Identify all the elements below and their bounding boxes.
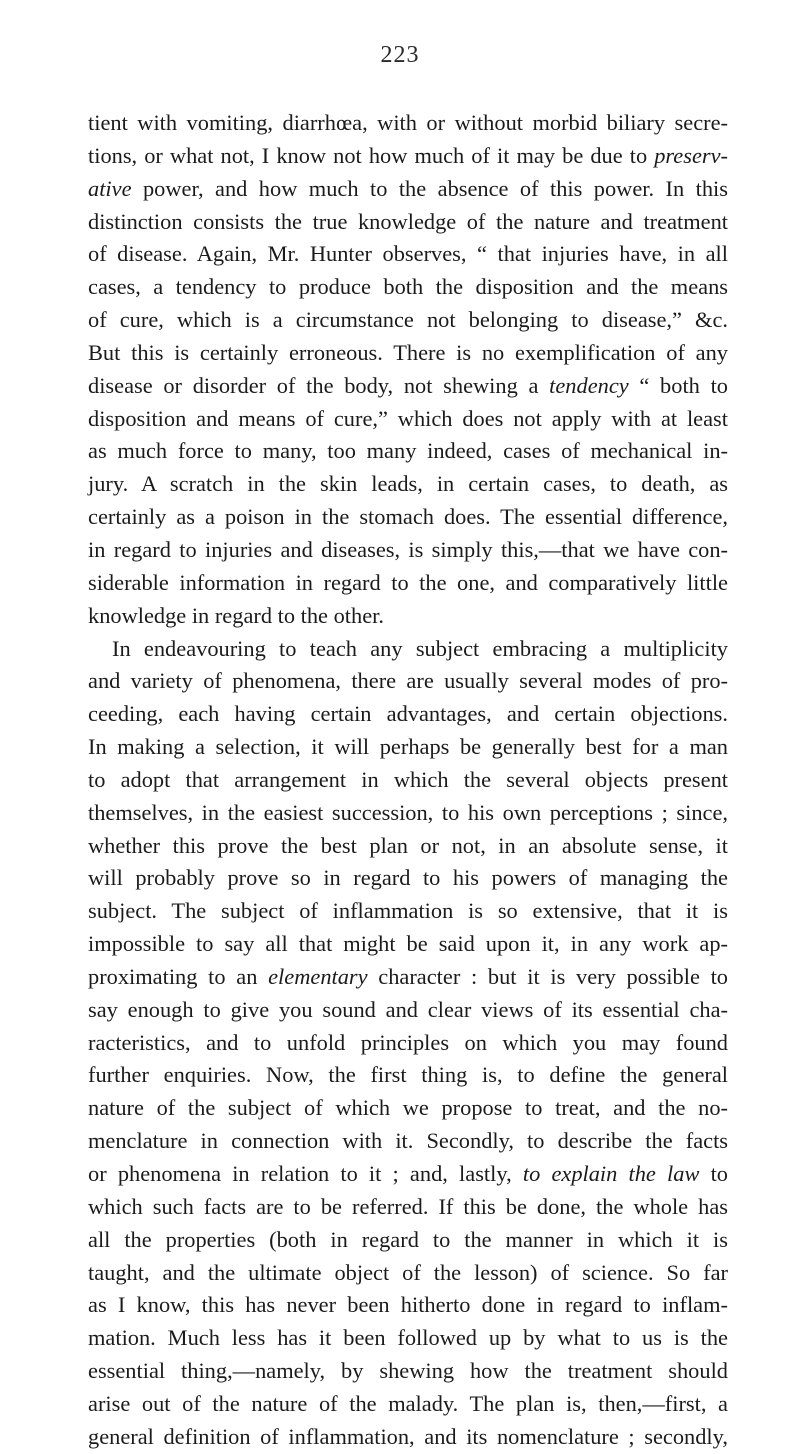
- text-line: [88, 534, 728, 567]
- text-segment: taught, and the ultimate object of the lesson) of science. So far: [88, 1259, 728, 1285]
- italic-text-segment: ative: [88, 175, 132, 201]
- text-segment: and variety of phenomena, there are usually several modes of pro-: [88, 668, 728, 694]
- text-line: [88, 961, 728, 994]
- text-segment: certainly as a poison in the stomach does. The essential difference,: [88, 504, 728, 530]
- text-segment: jury. A scratch in the skin leads, in certain cases, to death, as: [88, 471, 728, 497]
- text-line: [88, 633, 728, 666]
- text-line: [88, 501, 728, 534]
- text-line: [88, 731, 728, 764]
- text-segment: tient with vomiting, diarrhœa, with or without morbid biliary secre-: [88, 110, 728, 135]
- text-segment: whether this prove the best plan or not, in an absolute sense, it: [88, 832, 728, 858]
- text-segment: general definition of inflammation, and its nomenclature ; secondly,: [88, 1423, 728, 1449]
- text-line: [88, 797, 728, 830]
- text-line: [88, 370, 728, 403]
- text-line: [88, 567, 728, 600]
- text-line: [88, 1421, 728, 1454]
- text-line: [88, 830, 728, 863]
- text-segment: proximating to an: [88, 963, 269, 989]
- text-segment: essential thing,—namely, by shewing how the treatment should: [88, 1358, 728, 1384]
- text-segment: say enough to give you sound and clear views of its essential cha-: [88, 996, 728, 1022]
- text-segment: power, and how much to the absence of this power. In this: [131, 175, 728, 201]
- text-segment: to adopt that arrangement in which the several objects present: [88, 766, 728, 792]
- page-number: 223: [380, 42, 420, 68]
- text-line: [88, 665, 728, 698]
- text-segment: “ both to: [628, 372, 728, 398]
- text-segment: impossible to say all that might be said upon it, in any work ap-: [88, 931, 728, 957]
- text-segment: In making a selection, it will perhaps be generally best for a man: [88, 734, 728, 760]
- text-segment: to: [699, 1161, 728, 1186]
- text-segment: further enquiries. Now, the first thing is, to define the general: [88, 1062, 728, 1088]
- text-line: [88, 1322, 728, 1355]
- text-segment: as I know, this has never been hitherto done in regard to inflam-: [88, 1292, 728, 1318]
- text-line: [88, 468, 728, 501]
- text-line: [88, 238, 728, 271]
- text-segment: in regard to injuries and diseases, is simply this,—that we have con-: [88, 536, 728, 562]
- text-line: [88, 1059, 728, 1092]
- text-segment: character : but it is very possible to: [367, 963, 728, 989]
- italic-text-segment: tendency: [549, 372, 629, 398]
- text-line: [88, 337, 728, 370]
- text-line: [88, 271, 728, 304]
- text-segment: of cure, which is a circumstance not belonging to disease,” &c.: [88, 307, 728, 333]
- text-segment: themselves, in the easiest succession, to his own perceptions ; since,: [88, 799, 728, 825]
- text-segment: nature of the subject of which we propose to treat, and the no-: [88, 1095, 728, 1121]
- italic-text-segment: preserv-: [654, 142, 728, 168]
- text-segment: tions, or what not, I know not how much of it may be due to: [88, 142, 655, 168]
- text-segment: subject. The subject of inflammation is so extensive, that it is: [88, 898, 728, 924]
- text-segment: which such facts are to be referred. If this be done, the whole has: [88, 1193, 728, 1219]
- text-segment: racteristics, and to unfold principles on which you may found: [88, 1029, 728, 1055]
- text-segment: of disease. Again, Mr. Hunter observes, “ that injuries have, in all: [88, 241, 728, 267]
- text-line: [88, 403, 728, 436]
- text-line: [88, 173, 728, 206]
- text-segment: siderable information in regard to the one, and comparatively little: [88, 569, 728, 595]
- text-line: [88, 1125, 728, 1158]
- italic-text-segment: to explain the law: [522, 1161, 700, 1186]
- text-segment: cases, a tendency to produce both the disposition and the means: [88, 274, 728, 300]
- text-segment: knowledge in regard to the other.: [88, 602, 384, 628]
- text-segment: ceeding, each having certain advantages, and certain objections.: [88, 701, 728, 727]
- text-segment: mation. Much less has it been followed up by what to us is the: [88, 1325, 728, 1351]
- text-line: [88, 140, 728, 173]
- italic-text-segment: elementary: [268, 963, 368, 989]
- text-line: [88, 1257, 728, 1290]
- text-segment: disposition and means of cure,” which does not apply with at least: [88, 405, 728, 431]
- text-line: [88, 1388, 728, 1421]
- text-line: [88, 1355, 728, 1388]
- text-line: [88, 1289, 728, 1322]
- text-line: [88, 206, 728, 239]
- text-segment: all the properties (both in regard to the manner in which it is: [88, 1226, 728, 1252]
- text-line: [88, 107, 728, 140]
- text-segment: will probably prove so in regard to his powers of managing the: [88, 865, 728, 891]
- text-line: [88, 1158, 728, 1191]
- text-line: [88, 928, 728, 961]
- text-line: [88, 435, 728, 468]
- text-line: [88, 1224, 728, 1257]
- text-line: [88, 698, 728, 731]
- text-segment: In endeavouring to teach any subject embracing a multiplicity: [112, 635, 728, 661]
- text-line: [88, 994, 728, 1027]
- text-line: [88, 1092, 728, 1125]
- text-line: [88, 862, 728, 895]
- text-segment: disease or disorder of the body, not shewing a: [88, 372, 550, 398]
- text-segment: or phenomena in relation to it ; and, lastly,: [88, 1161, 523, 1186]
- text-line: [88, 764, 728, 797]
- text-segment: But this is certainly erroneous. There is no exemplification of any: [88, 339, 728, 365]
- text-line: [88, 600, 728, 633]
- text-line: [88, 304, 728, 337]
- text-segment: arise out of the nature of the malady. The plan is, then,—first, a: [88, 1390, 728, 1416]
- text-line: [88, 1191, 728, 1224]
- text-line: [88, 895, 728, 928]
- text-segment: as much force to many, too many indeed, cases of mechanical in-: [88, 438, 728, 464]
- text-line: [88, 1027, 728, 1060]
- text-segment: distinction consists the true knowledge of the nature and treatment: [88, 208, 728, 234]
- text-segment: menclature in connection with it. Secondly, to describe the facts: [88, 1128, 728, 1154]
- body-text: [88, 107, 728, 1454]
